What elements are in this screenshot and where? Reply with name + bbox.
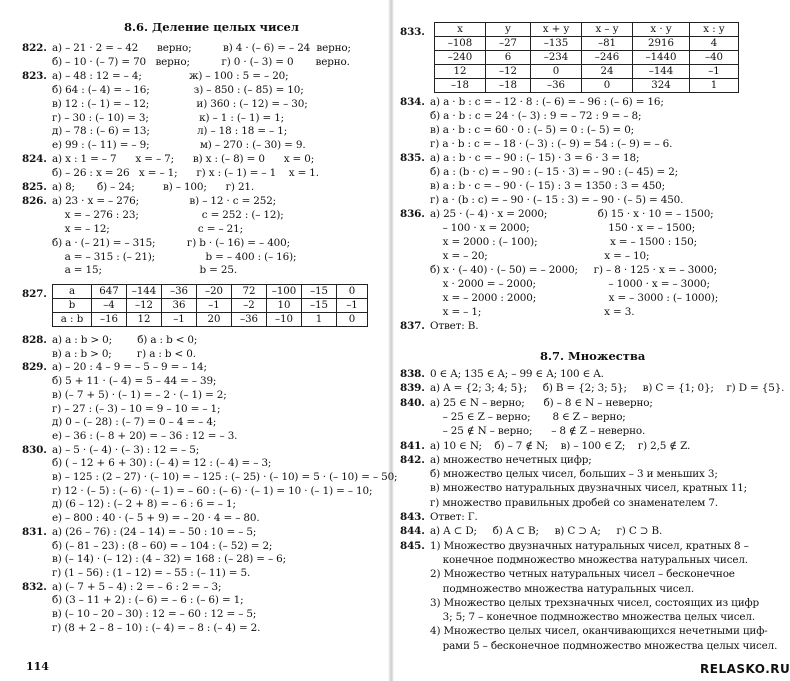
solution-line: а) A = {2; 3; 4; 5}; б) B = {2; 3; 5}; в) C = {1; 0}; г) D = {5}.	[430, 382, 785, 395]
exercise-number: 845.	[400, 539, 425, 552]
solution-line: рами 5 – бесконечное подмножество множества целых чисел.	[430, 639, 778, 652]
table-cell: 24	[582, 65, 633, 79]
table-row	[53, 313, 368, 327]
table-cell: –81	[582, 37, 633, 51]
solution-line: б) a · (– 21) = – 315; г) b · (– 16) = – 400;	[52, 236, 290, 249]
solution-line: x = 2000 : (– 100); x = – 1500 : 150;	[430, 236, 697, 248]
solution-line: 3) Множество целых трехзначных чисел, состоящих из цифр	[430, 596, 759, 609]
table-cell: –234	[531, 51, 582, 65]
table-cell: 647	[92, 285, 127, 299]
solution-line: подмножество множества натуральных чисел.	[430, 582, 694, 595]
table-cell: 0	[337, 285, 368, 299]
solution-line: x = – 20; x = – 10;	[430, 250, 650, 262]
page-number: 114	[26, 660, 49, 673]
solution-line: а) a : b > 0; б) a : b < 0;	[52, 334, 198, 346]
table-cell: x	[435, 23, 486, 37]
table-cell: –1	[197, 299, 232, 313]
table-827	[52, 284, 368, 327]
solution-line: б) 64 : (– 4) = – 16; з) – 850 : (– 85) = 10;	[52, 83, 304, 96]
table-cell: –100	[267, 285, 302, 299]
solution-line: в) a · b : c = 60 · 0 : (– 5) = 0 : (– 5) = 0;	[430, 124, 635, 136]
table-cell: –12	[127, 299, 162, 313]
solution-line: x · 2000 = – 2000; – 1000 · x = – 3000;	[430, 278, 710, 290]
solution-line: в) a : b > 0; г) a : b < 0.	[52, 347, 196, 360]
exercise-number: 839.	[400, 382, 425, 395]
solution-line: а) (– 7 + 5 – 4) : 2 = – 6 : 2 = – 3;	[52, 580, 222, 593]
table-cell: 20	[197, 313, 232, 327]
table-cell: –108	[435, 37, 486, 51]
table-cell: –20	[197, 285, 232, 299]
exercise-number-833: 833.	[400, 26, 425, 38]
table-cell: –10	[267, 313, 302, 327]
exercise-number: 837.	[400, 320, 425, 332]
solution-line: г) a · (b : c) = – 90 · (– 15 : 3) = – 90 · (– 5) = 450.	[430, 194, 684, 206]
exercise-number: 830.	[22, 443, 47, 456]
solution-line: а) x : 1 = – 7 x = – 7; в) x : (– 8) = 0 x = 0;	[52, 153, 315, 166]
solution-line: – 100 · x = 2000; 150 · x = – 1500;	[430, 222, 696, 234]
table-cell: 12	[435, 65, 486, 79]
exercise-number: 829.	[22, 361, 47, 374]
solution-line: д) 0 – (– 28) : (– 7) = 0 – 4 = – 4;	[52, 416, 217, 429]
solution-line: б) ( – 12 + 6 + 30) : (– 4) = 12 : (– 4) = – 3;	[52, 457, 272, 470]
solution-line: г) – 30 : (– 10) = 3; к) – 1 : (– 1) = 1;	[52, 111, 285, 124]
solution-line: a = – 315 : (– 21); b = – 400 : (– 16);	[52, 250, 297, 263]
solution-line: б) – 10 · (– 7) = 70 верно; г) 0 · (– 3) = 0 верно.	[52, 55, 350, 68]
table-cell: 12	[127, 313, 162, 327]
solution-line: x = – 276 : 23; c = 252 : (– 12);	[52, 208, 284, 221]
solution-line: д) – 78 : (– 6) = 13; л) – 18 : 18 = – 1;	[52, 125, 288, 138]
solution-line: г) (1 – 56) : (1 – 12) = – 55 : (– 11) = 5.	[52, 566, 251, 579]
exercise-number: 825.	[22, 181, 47, 193]
table-cell: 36	[162, 299, 197, 313]
solution-line: а) – 5 · (– 4) · (– 3) : 12 = – 5;	[52, 443, 200, 456]
solution-line: – 25 ∈ Z – верно; 8 ∈ Z – верно;	[430, 410, 626, 423]
solution-line: в) (– 7 + 5) · (– 1) = – 2 · (– 1) = 2;	[52, 388, 227, 401]
exercise-number: 831.	[22, 525, 47, 538]
table-cell: –246	[582, 51, 633, 65]
table-cell: –36	[162, 285, 197, 299]
table-cell: 324	[633, 79, 690, 93]
table-cell: –1	[162, 313, 197, 327]
solution-line: в) множество натуральных двузначных чисел, кратных 11;	[430, 482, 748, 495]
section-title-8-7: 8.7. Множества	[540, 349, 646, 363]
solution-line: а) A ⊂ D; б) A ⊂ B; в) C ⊃ A; г) C ⊃ B.	[430, 525, 663, 538]
table-cell: a	[53, 285, 92, 299]
table-cell: –1	[690, 65, 739, 79]
table-cell: –36	[531, 79, 582, 93]
solution-line: б) – 26 : x = 26 x = – 1; г) x : (– 1) = – 1 x = 1.	[52, 167, 319, 180]
exercise-number: 823.	[22, 69, 47, 82]
exercise-number-827: 827.	[22, 288, 47, 300]
table-cell: –1	[337, 299, 368, 313]
exercise-number: 842.	[400, 453, 425, 466]
watermark: RELASKO.RU	[700, 662, 790, 676]
table-cell: 1	[302, 313, 337, 327]
table-cell: 4	[690, 37, 739, 51]
table-cell: b	[53, 299, 92, 313]
exercise-number: 841.	[400, 439, 425, 452]
table-cell: a : b	[53, 313, 92, 327]
solution-line: а) 8; б) – 24; в) – 100; г) 21.	[52, 181, 255, 193]
solution-line: е) – 800 : 40 · (– 5 + 9) = – 20 · 4 = – 80.	[52, 512, 260, 525]
solution-line: г) (8 + 2 – 8 – 10) : (– 4) = – 8 : (– 4) = 2.	[52, 621, 261, 634]
table-cell: x : y	[690, 23, 739, 37]
solution-line: г) множество правильных дробей со знаменателем 7.	[430, 496, 718, 509]
table-cell: –135	[531, 37, 582, 51]
solution-line: е) 99 : (– 11) = – 9; м) – 270 : (– 30) = 9.	[52, 139, 306, 152]
solution-line: в) (– 10 – 20 – 30) : 12 = – 60 : 12 = – 5;	[52, 608, 257, 620]
exercise-number: 838.	[400, 368, 425, 380]
solution-line: б) 5 + 11 · (– 4) = 5 – 44 = – 39;	[52, 375, 217, 388]
table-cell: 10	[267, 299, 302, 313]
solution-line: б) x · (– 40) · (– 50) = – 2000; г) – 8 · 125 · x = – 3000;	[430, 264, 717, 276]
exercise-number: 826.	[22, 194, 47, 207]
table-cell: x + y	[531, 23, 582, 37]
solution-line: а) – 48 : 12 = – 4; ж) – 100 : 5 = – 20;	[52, 69, 289, 82]
solution-line: конечное подмножество множества натуральных чисел.	[430, 553, 748, 566]
solution-line: а) a · b : c = – 12 · 8 : (– 6) = – 96 : (– 6) = 16;	[430, 96, 664, 108]
solution-line: 2) Множество четных натуральных чисел – бесконечное	[430, 568, 735, 581]
solution-line: a = 15; b = 25.	[52, 264, 237, 277]
table-cell: 72	[232, 285, 267, 299]
solution-line: е) – 36 : (– 8 + 20) = – 36 : 12 = – 3.	[52, 429, 238, 442]
table-cell: 0	[337, 313, 368, 327]
table-row	[435, 23, 739, 37]
solution-line: 0 ∈ A; 135 ∈ A; – 99 ∈ A; 100 ∈ A.	[430, 368, 604, 380]
solution-line: Ответ: Г.	[430, 511, 478, 523]
solution-line: б) (3 – 11 + 2) : (– 6) = – 6 : (– 6) = 1;	[52, 594, 244, 607]
table-cell: –144	[127, 285, 162, 299]
exercise-number: 824.	[22, 153, 47, 166]
solution-line: а) 25 ∈ N – верно; б) – 8 ∈ N – неверно;	[430, 396, 653, 409]
table-cell: –40	[690, 51, 739, 65]
exercise-number: 844.	[400, 525, 425, 538]
solution-line: д) (6 – 12) : (– 2 + 8) = – 6 : 6 = – 1;	[52, 498, 236, 511]
solution-line: б) a : (b · c) = – 90 : (– 15 · 3) = – 90 : (– 45) = 2;	[430, 166, 679, 178]
table-cell: 0	[582, 79, 633, 93]
solution-line: а) 10 ∈ N; б) – 7 ∉ N; в) – 100 ∈ Z; г) 2,5 ∉ Z.	[430, 439, 691, 452]
table-cell: –2	[232, 299, 267, 313]
solution-line: x = – 12; c = – 21;	[52, 222, 243, 235]
table-row	[435, 65, 739, 79]
table-row	[435, 51, 739, 65]
exercise-number: 828.	[22, 334, 47, 346]
solution-line: б) множество целых чисел, больших – 3 и меньших 3;	[430, 468, 718, 481]
table-cell: –1440	[633, 51, 690, 65]
solution-line: – 25 ∉ N – верно; – 8 ∉ Z – неверно.	[430, 425, 646, 438]
table-cell: –18	[486, 79, 531, 93]
table-cell: –144	[633, 65, 690, 79]
table-cell: –18	[435, 79, 486, 93]
solution-line: Ответ: В.	[430, 320, 479, 332]
solution-line: x = – 2000 : 2000; x = – 3000 : (– 1000);	[430, 292, 719, 304]
table-cell: –27	[486, 37, 531, 51]
solution-line: а) a : b · c = – 90 : (– 15) · 3 = 6 · 3 = 18;	[430, 152, 640, 164]
table-cell: 6	[486, 51, 531, 65]
solution-line: а) – 21 · 2 = – 42 верно; в) 4 · (– 6) = – 24 верно;	[52, 42, 351, 54]
exercise-number: 834.	[400, 96, 425, 108]
page-fold	[388, 0, 394, 681]
solution-line: в) (– 14) · (– 12) : (4 – 32) = 168 : (– 28) = – 6;	[52, 553, 286, 566]
table-cell: –36	[232, 313, 267, 327]
exercise-number: 835.	[400, 152, 425, 164]
table-row	[53, 299, 368, 313]
table-cell: 2916	[633, 37, 690, 51]
exercise-number: 832.	[22, 580, 47, 593]
table-cell: x · y	[633, 23, 690, 37]
table-cell: –15	[302, 299, 337, 313]
table-cell: 1	[690, 79, 739, 93]
section-title-8-6: 8.6. Деление целых чисел	[124, 20, 299, 34]
table-cell: –4	[92, 299, 127, 313]
table-row	[435, 79, 739, 93]
solution-line: а) (26 – 76) : (24 – 14) = – 50 : 10 = – 5;	[52, 525, 257, 538]
table-cell: –16	[92, 313, 127, 327]
table-cell: –240	[435, 51, 486, 65]
solution-line: г) – 27 : (– 3) – 10 = 9 – 10 = – 1;	[52, 402, 221, 415]
exercise-number: 843.	[400, 511, 425, 523]
exercise-number: 836.	[400, 208, 425, 220]
solution-line: 4) Множество целых чисел, оканчивающихся нечетными циф-	[430, 625, 768, 638]
solution-line: г) a · b : c = – 18 · (– 3) : (– 9) = 54 : (– 9) = – 6.	[430, 138, 673, 150]
table-row	[53, 285, 368, 299]
solution-line: а) множество нечетных цифр;	[430, 453, 592, 466]
solution-line: в) – 125 : (2 – 27) · (– 10) = – 125 : (– 25) · (– 10) = 5 · (– 10) = – 50;	[52, 471, 398, 483]
table-cell: –15	[302, 285, 337, 299]
solution-line: 3; 5; 7 – конечное подмножество множества целых чисел.	[430, 611, 756, 624]
solution-line: б) (– 81 – 23) : (8 – 60) = – 104 : (– 52) = 2;	[52, 539, 273, 552]
exercise-number: 822.	[22, 42, 47, 54]
table-cell: 0	[531, 65, 582, 79]
table-row	[435, 37, 739, 51]
table-cell: –12	[486, 65, 531, 79]
table-cell: x – y	[582, 23, 633, 37]
solution-line: x = – 1; x = 3.	[430, 306, 635, 318]
exercise-number: 840.	[400, 396, 425, 409]
table-cell: y	[486, 23, 531, 37]
solution-line: г) 12 · (– 5) : (– 6) · (– 1) = – 60 : (– 6) · (– 1) = 10 · (– 1) = – 10;	[52, 484, 373, 497]
solution-line: в) 12 : (– 1) = – 12; и) 360 : (– 12) = – 30;	[52, 97, 308, 110]
solution-line: а) 25 · (– 4) · x = 2000; б) 15 · x · 10 = – 1500;	[430, 208, 714, 220]
table-833	[434, 22, 739, 93]
solution-line: 1) Множество двузначных натуральных чисел, кратных 8 –	[430, 539, 749, 552]
solution-line: а) – 20 : 4 – 9 = – 5 – 9 = – 14;	[52, 361, 207, 374]
solution-line: а) 23 · x = – 276; в) – 12 · c = 252;	[52, 194, 277, 207]
solution-line: б) a · b : c = 24 · (– 3) : 9 = – 72 : 9 = – 8;	[430, 110, 642, 122]
solution-line: в) a : b · c = – 90 · (– 15) : 3 = 1350 : 3 = 450;	[430, 180, 665, 192]
